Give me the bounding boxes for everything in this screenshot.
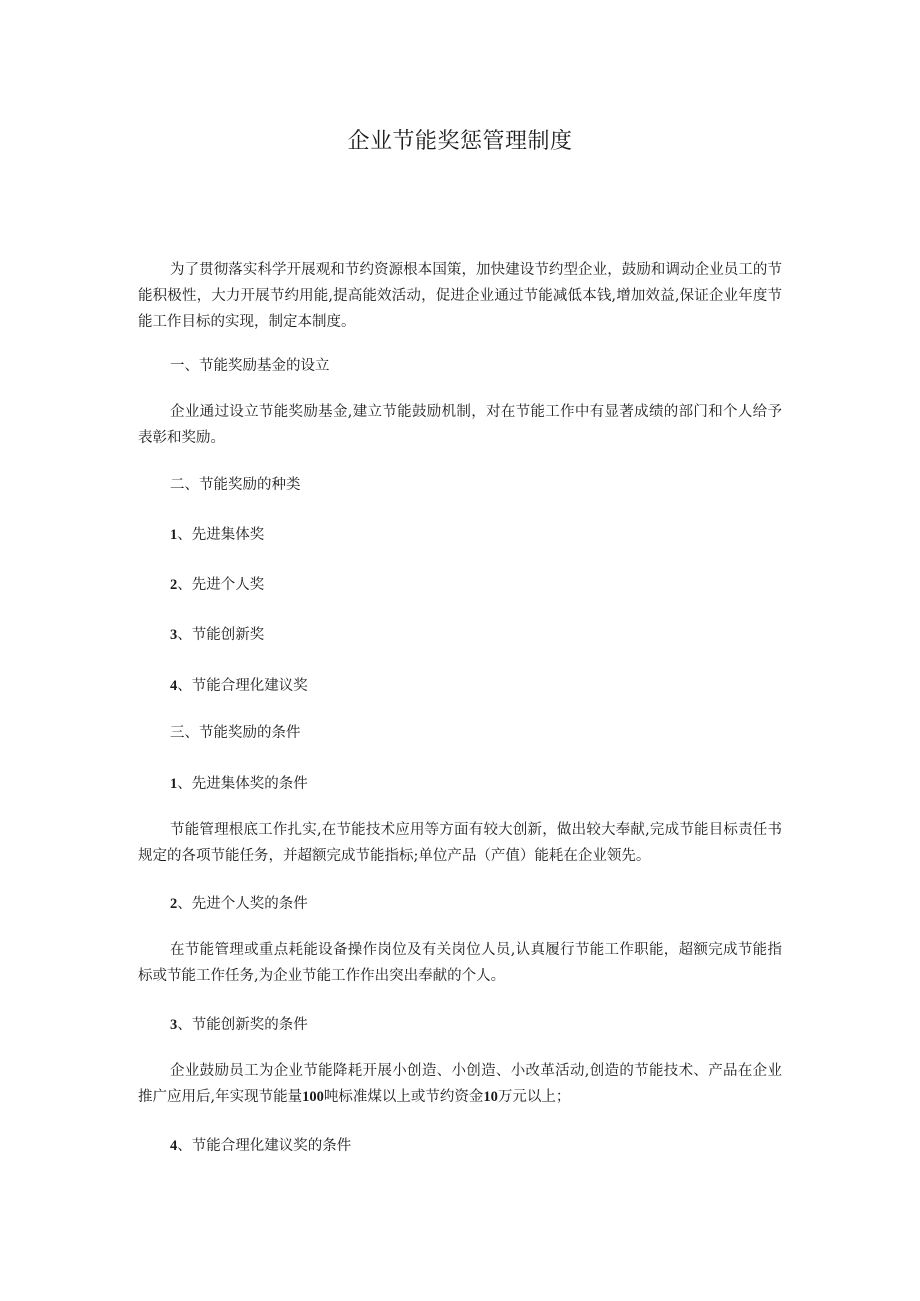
body-text: 吨标准煤以上或节约资金 — [323, 1089, 484, 1105]
item-number: 3 — [170, 627, 178, 643]
item-label: 、节能合理化建议奖 — [177, 678, 308, 694]
condition-body — [138, 1058, 782, 1110]
item-number: 4 — [170, 1138, 178, 1154]
item-label: 、先进集体奖的条件 — [177, 776, 308, 792]
item-label: 、先进个人奖 — [177, 577, 265, 593]
section-1-heading: 一、节能奖励基金的设立 — [170, 358, 330, 374]
condition-heading — [170, 773, 770, 795]
intro-paragraph: 为了贯彻落实科学开展观和节约资源根本国策，加快建设节约型企业，鼓励和调动企业员工的节能积极性，大力开展节约用能,提高能效活动，促进企业通过节能减低本钱,增加效益,保证企业年度节能工作目标的实现，制定本制度。 — [138, 262, 782, 330]
item-number: 1 — [170, 776, 178, 792]
section-2-heading: 二、节能奖励的种类 — [170, 477, 301, 493]
award-type-item — [170, 675, 770, 697]
item-number: 1 — [170, 527, 178, 543]
body-text: 万元以上； — [497, 1089, 571, 1105]
condition-heading — [170, 893, 770, 915]
condition-heading — [170, 1135, 770, 1157]
section-3-heading: 三、节能奖励的条件 — [170, 725, 301, 741]
award-type-item — [170, 524, 770, 546]
item-label: 、节能合理化建议奖的条件 — [177, 1138, 352, 1154]
item-label: 、先进集体奖 — [177, 527, 265, 543]
item-label: 、节能创新奖 — [177, 627, 265, 643]
item-label: 、节能创新奖的条件 — [177, 1017, 308, 1033]
item-number: 2 — [170, 896, 178, 912]
item-number: 4 — [170, 678, 178, 694]
condition-body: 在节能管理或重点耗能设备操作岗位及有关岗位人员,认真履行节能工作职能，超额完成节能指标或节能工作任务,为企业节能工作作出突出奉献的个人。 — [138, 942, 782, 984]
condition-body: 节能管理根底工作扎实,在节能技术应用等方面有较大创新，做出较大奉献,完成节能目标责任书规定的各项节能任务，并超额完成节能指标;单位产品（产值）能耗在企业领先。 — [138, 822, 782, 864]
item-number: 2 — [170, 577, 178, 593]
item-number: 3 — [170, 1017, 178, 1033]
condition-heading — [170, 1014, 770, 1036]
item-label: 、先进个人奖的条件 — [177, 896, 308, 912]
body-number: 10 — [483, 1089, 498, 1105]
body-number: 100 — [302, 1089, 324, 1105]
award-type-item — [170, 624, 770, 646]
body-text: 企业鼓励员工为企业节能降耗开展小创造、小创造、小改革活动,创造的节能技术、产品在企业推广应用后,年实现节能量 — [138, 1063, 782, 1105]
section-1-body: 企业通过设立节能奖励基金,建立节能鼓励机制，对在节能工作中有显著成绩的部门和个人给予表彰和奖励。 — [138, 404, 782, 446]
award-type-item — [170, 574, 770, 596]
document-title: 企业节能奖惩管理制度 — [347, 129, 573, 154]
